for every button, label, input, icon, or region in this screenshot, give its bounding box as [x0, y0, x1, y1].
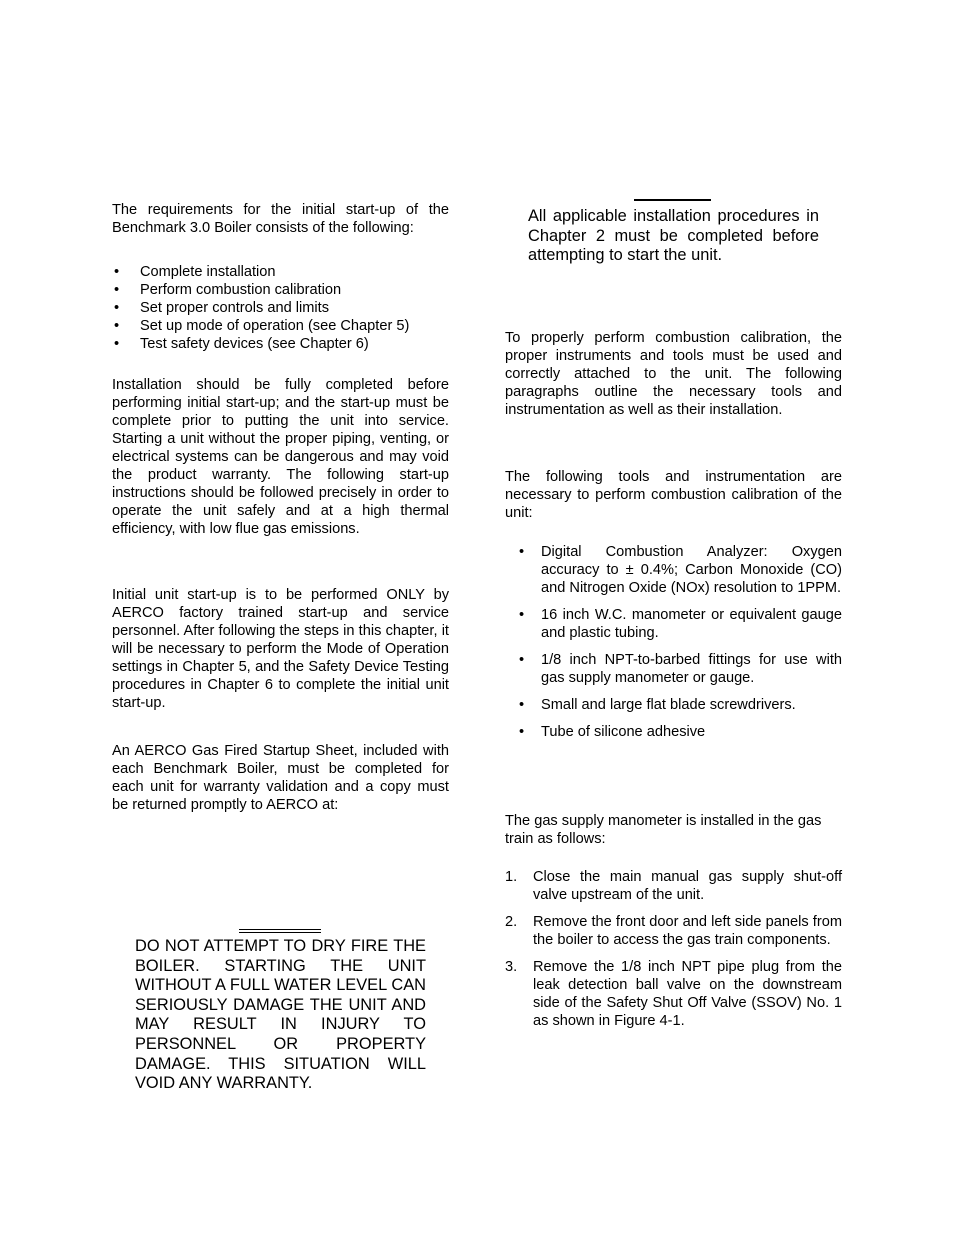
tools-intro-block: [505, 468, 842, 522]
list-item: • Small and large flat blade screwdrivers.: [505, 696, 842, 714]
calibration-block: [505, 329, 842, 419]
left-column: [112, 201, 449, 237]
initial-startup-block: [112, 586, 449, 712]
list-item: • 16 inch W.C. manometer or equivalent gauge and plastic tubing.: [505, 606, 842, 642]
startup-sheet-block: [112, 742, 449, 814]
warning-text: DO NOT ATTEMPT TO DRY FIRE THE BOILER. STARTING THE UNIT WITHOUT A FULL WATER LEVEL CAN SERIOUSLY DAMAGE THE UNIT AND MAY RESULT IN INJURY TO PERSONNEL OR PROPERTY DAMAGE. THIS SITUATION WILL VOID ANY WARRANTY.: [135, 937, 426, 1093]
list-item: [505, 958, 842, 1030]
list-item: [505, 868, 842, 904]
list-item: • 1/8 inch NPT-to-barbed fittings for use with gas supply manometer or gauge.: [505, 651, 842, 687]
list-item: • Test safety devices (see Chapter 6): [112, 335, 449, 353]
tools-intro-paragraph: The following tools and instrumentation are necessary to perform combustion calibration of the unit:: [505, 469, 842, 521]
manometer-intro-block: [505, 812, 825, 848]
note-text: All applicable installation procedures in Chapter 2 must be completed before attempting to start the unit.: [528, 207, 819, 265]
warning-rule: [239, 929, 321, 933]
list-item: • Perform combustion calibration: [112, 281, 449, 299]
list-item: • Complete installation: [112, 263, 449, 281]
list-item: • Set up mode of operation (see Chapter 5): [112, 317, 449, 335]
startup-sheet-paragraph: An AERCO Gas Fired Startup Sheet, included with each Benchmark Boiler, must be completed for each unit for warranty validation and a copy must be returned promptly to AERCO at:: [112, 743, 449, 813]
step-text: Close the main manual gas supply shut-off valve upstream of the unit.: [533, 869, 842, 903]
manometer-intro-paragraph: The gas supply manometer is installed in the gas train as follows:: [505, 813, 822, 847]
list-item: • Set proper controls and limits: [112, 299, 449, 317]
warning-box: [135, 937, 426, 1094]
list-item: • Tube of silicone adhesive: [505, 723, 842, 741]
step-number: 3.: [505, 959, 518, 975]
steps-list: [505, 868, 842, 1039]
calibration-paragraph: To properly perform combustion calibration, the proper instruments and tools must be used and correctly attached to the unit. The following paragraphs outline the necessary tools and instrumentation as well as their installation.: [505, 330, 842, 418]
requirements-list: [112, 263, 449, 353]
tools-list: [505, 543, 842, 750]
list-item: • Digital Combustion Analyzer: Oxygen accuracy to ± 0.4%; Carbon Monoxide (CO) and Nitrogen Oxide (NOx) resolution to 1PPM.: [505, 543, 842, 597]
step-number: 2.: [505, 914, 518, 930]
step-text: Remove the front door and left side panels from the boiler to access the gas train components.: [533, 914, 842, 948]
intro-paragraph: The requirements for the initial start-up of the Benchmark 3.0 Boiler consists of the following:: [112, 202, 449, 236]
step-text: Remove the 1/8 inch NPT pipe plug from the leak detection ball valve on the downstream side of the Safety Shut Off Valve (SSOV) No. 1 as shown in Figure 4-1.: [533, 959, 842, 1029]
installation-block: [112, 376, 449, 538]
note-rule: [634, 199, 711, 201]
initial-startup-paragraph: Initial unit start-up is to be performed ONLY by AERCO factory trained start-up and service personnel. After following the steps in this chapter, it will be necessary to perform the Mode of Operation settings in Chapter 5, and the Safety Device Testing procedures in Chapter 6 to complete the initial unit start-up.: [112, 587, 449, 711]
installation-paragraph: Installation should be fully completed before performing initial start-up; and the start-up must be complete prior to putting the unit into service. Starting a unit without the proper piping, venting, or electrical systems can be dangerous and may void the product warranty. The following start-up instructions should be followed precisely in order to operate the unit safely and at a high thermal efficiency, with low flue gas emissions.: [112, 377, 449, 537]
step-number: 1.: [505, 869, 518, 885]
list-item: [505, 913, 842, 949]
note-box: [528, 207, 819, 266]
